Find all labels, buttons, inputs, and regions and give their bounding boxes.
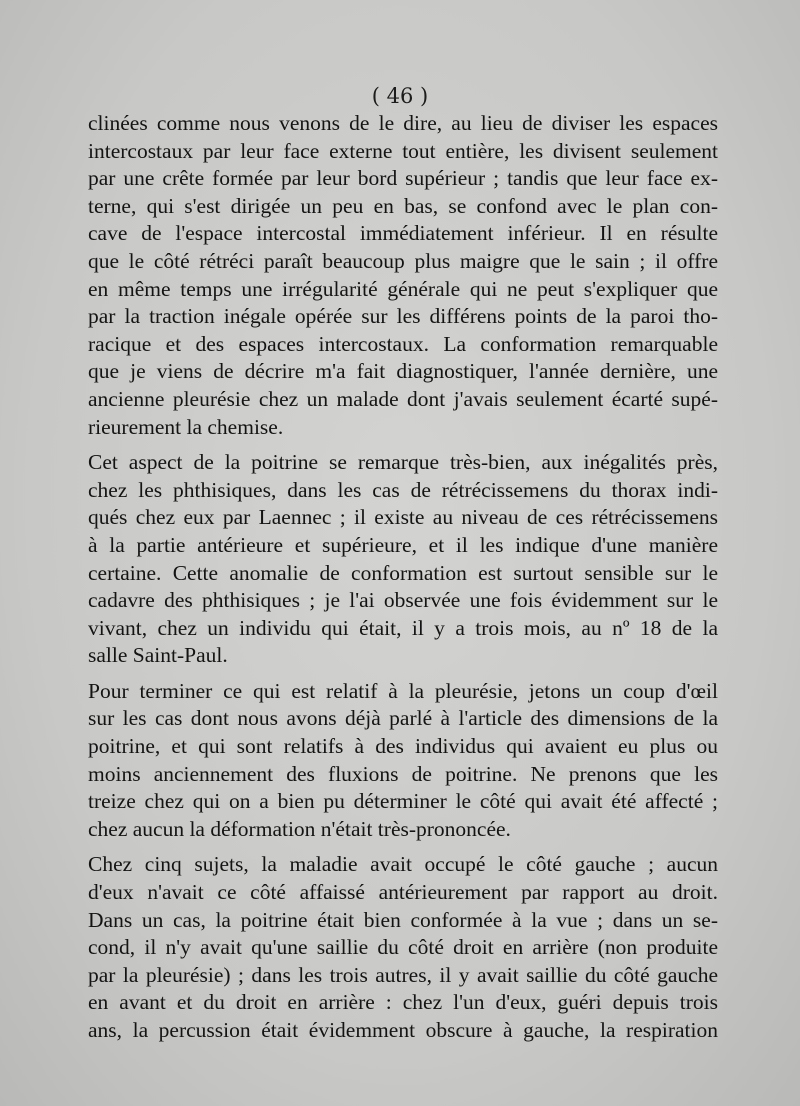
text-line: terne, qui s'est dirigée un peu en bas, se confond avec le plan con- [88, 193, 718, 218]
paragraph [88, 449, 718, 670]
text-line: racique et des espaces intercostaux. La conformation remarquable [88, 331, 718, 356]
text-line: que le côté rétréci paraît beaucoup plus maigre que le sain ; il offre [88, 248, 718, 273]
paragraph-gap [88, 670, 718, 678]
text-line: à la partie antérieure et supérieure, et il les indique d'une manière [88, 532, 718, 557]
text-line: ans, la percussion était évidemment obscure à gauche, la respiration [88, 1018, 718, 1042]
text-line: par une crête formée par leur bord supérieur ; tandis que leur face ex- [88, 166, 718, 191]
paragraph-gap [88, 441, 718, 449]
paragraph [88, 851, 718, 1044]
text-line: vivant, chez un individu qui était, il y a trois mois, au nº 18 de la [88, 615, 718, 640]
text-line: certaine. Cette anomalie de conformation est surtout sensible sur le [88, 560, 718, 585]
text-line: moins anciennement des fluxions de poitrine. Ne prenons que les [88, 761, 718, 786]
page-number: ( 46 ) [371, 84, 429, 108]
text-line: qués chez eux par Laennec ; il existe au niveau de ces rétrécissemens [88, 505, 718, 530]
text-line: clinées comme nous venons de le dire, au lieu de diviser les espaces [88, 111, 718, 135]
text-line: intercostaux par leur face externe tout entière, les divisent seulement [88, 138, 718, 163]
text-line: en avant et du droit en arrière : chez l'un d'eux, guéri depuis trois [88, 990, 718, 1015]
text-line: d'eux n'avait ce côté affaissé antérieurement par rapport au droit. [88, 880, 718, 905]
text-line: chez les phthisiques, dans les cas de rétrécissemens du thorax indi- [88, 477, 718, 502]
text-line: Cet aspect de la poitrine se remarque très-bien, aux inégalités près, [88, 450, 718, 475]
text-line: Pour terminer ce qui est relatif à la pleurésie, jetons un coup d'œil [88, 678, 718, 703]
paragraph [88, 678, 718, 844]
text-line: cave de l'espace intercostal immédiatement inférieur. Il en résulte [88, 221, 718, 246]
body-text [88, 110, 718, 1045]
text-line: treize chez qui on a bien pu déterminer le côté qui avait été affecté ; [88, 789, 718, 814]
text-line: Chez cinq sujets, la maladie avait occupé le côté gauche ; aucun [88, 852, 718, 877]
text-line: que je viens de décrire m'a fait diagnostiquer, l'année dernière, une [88, 359, 718, 384]
text-line: ancienne pleurésie chez un malade dont j'avais seulement écarté supé- [88, 386, 718, 411]
text-line: salle Saint-Paul. [88, 643, 228, 668]
text-line: poitrine, et qui sont relatifs à des individus qui avaient eu plus ou [88, 734, 718, 759]
text-line: cadavre des phthisiques ; je l'ai observée une fois évidemment sur le [88, 588, 718, 613]
text-line: chez aucun la déformation n'était très-prononcée. [88, 816, 511, 841]
paragraph-gap [88, 843, 718, 851]
text-line: par la traction inégale opérée sur les différens points de la paroi tho- [88, 304, 718, 329]
text-line: en même temps une irrégularité générale qui ne peut s'expliquer que [88, 276, 718, 301]
text-line: par la pleurésie) ; dans les trois autres, il y avait saillie du côté gauche [88, 962, 718, 987]
text-line: Dans un cas, la poitrine était bien conformée à la vue ; dans un se- [88, 907, 718, 932]
text-line: sur les cas dont nous avons déjà parlé à l'article des dimensions de la [88, 706, 718, 731]
text-line: cond, il n'y avait qu'une saillie du côté droit en arrière (non produite [88, 935, 718, 960]
text-line: rieurement la chemise. [88, 414, 284, 439]
paragraph [88, 110, 718, 441]
